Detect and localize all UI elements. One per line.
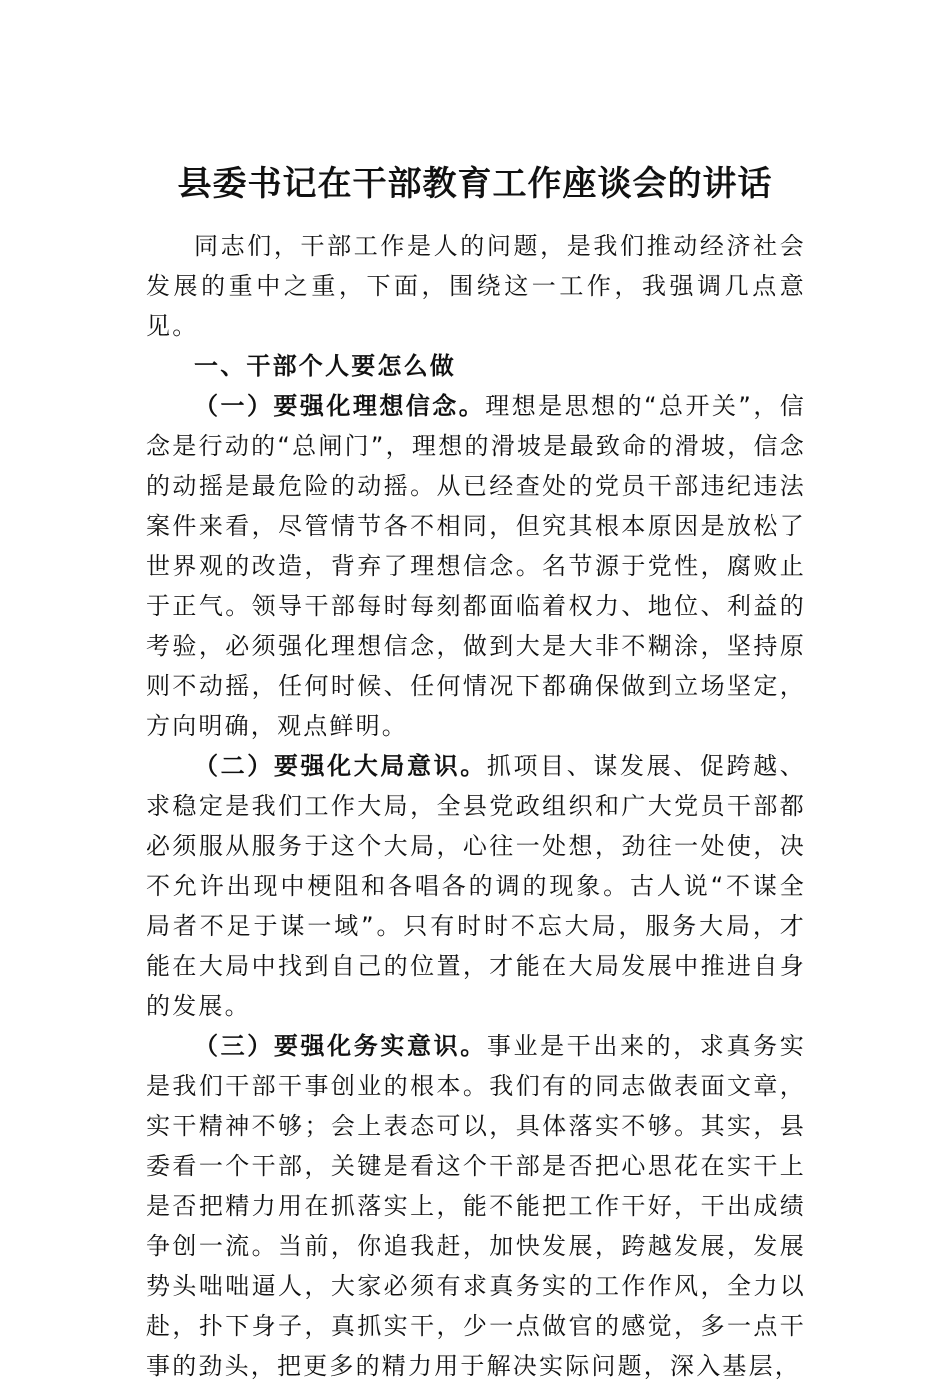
paragraph-1 xyxy=(146,386,806,746)
paragraph-2-text: 抓项目、谋发展、促跨越、求稳定是我们工作大局，全县党政组织和广大党员干部都必须服从服务于这个大局，心往一处想，劲往一处使，决不允许出现中梗阻和各唱各的调的现象。古人说“不谋全局者不足于谋一域”。只有时时不忘大局，服务大局，才能在大局中找到自己的位置，才能在大局发展中推进自身的发展。 xyxy=(146,752,807,1020)
paragraph-2-lead: （二）要强化大局意识。 xyxy=(194,752,487,780)
document-title: 县委书记在干部教育工作座谈会的讲话 xyxy=(177,164,773,204)
paragraph-1-text: 理想是思想的“总开关”，信念是行动的“总闸门”，理想的滑坡是最致命的滑坡，信念的动摇是最危险的动摇。从已经查处的党员干部违纪违法案件来看，尽管情节各不相同，但究其根本原因是放松了世界观的改造，背弃了理想信念。名节源于党性，腐败止于正气。领导干部每时每刻都面临着权力、地位、利益的考验，必须强化理想信念，做到大是大非不糊涂，坚持原则不动摇，任何时候、任何情况下都确保做到立场坚定，方向明确，观点鲜明。 xyxy=(146,392,807,740)
paragraph-3 xyxy=(146,1026,806,1386)
paragraph-1-lead: （一）要强化理想信念。 xyxy=(194,392,486,420)
paragraph-2 xyxy=(146,746,806,1026)
document-body xyxy=(146,226,806,1386)
intro-paragraph: 同志们，干部工作是人的问题，是我们推动经济社会发展的重中之重，下面，围绕这一工作，我强调几点意见。 xyxy=(146,232,806,340)
paragraph-3-text: 事业是干出来的，求真务实是我们干部干事创业的根本。我们有的同志做表面文章，实干精神不够；会上表态可以，具体落实不够。其实，县委看一个干部，关键是看这个干部是否把心思花在实干上是否把精力用在抓落实上，能不能把工作干好，干出成绩争创一流。当前，你追我赶，加快发展，跨越发展，发展势头咄咄逼人，大家必须有求真务实的工作作风，全力以赴，扑下身子，真抓实干，少一点做官的感觉，多一点干事的劲头，把更多的精力用于解决实际问题，深入基层， xyxy=(146,1032,807,1380)
section-heading-1: 一、干部个人要怎么做 xyxy=(194,352,456,380)
paragraph-3-lead: （三）要强化务实意识。 xyxy=(194,1032,487,1060)
